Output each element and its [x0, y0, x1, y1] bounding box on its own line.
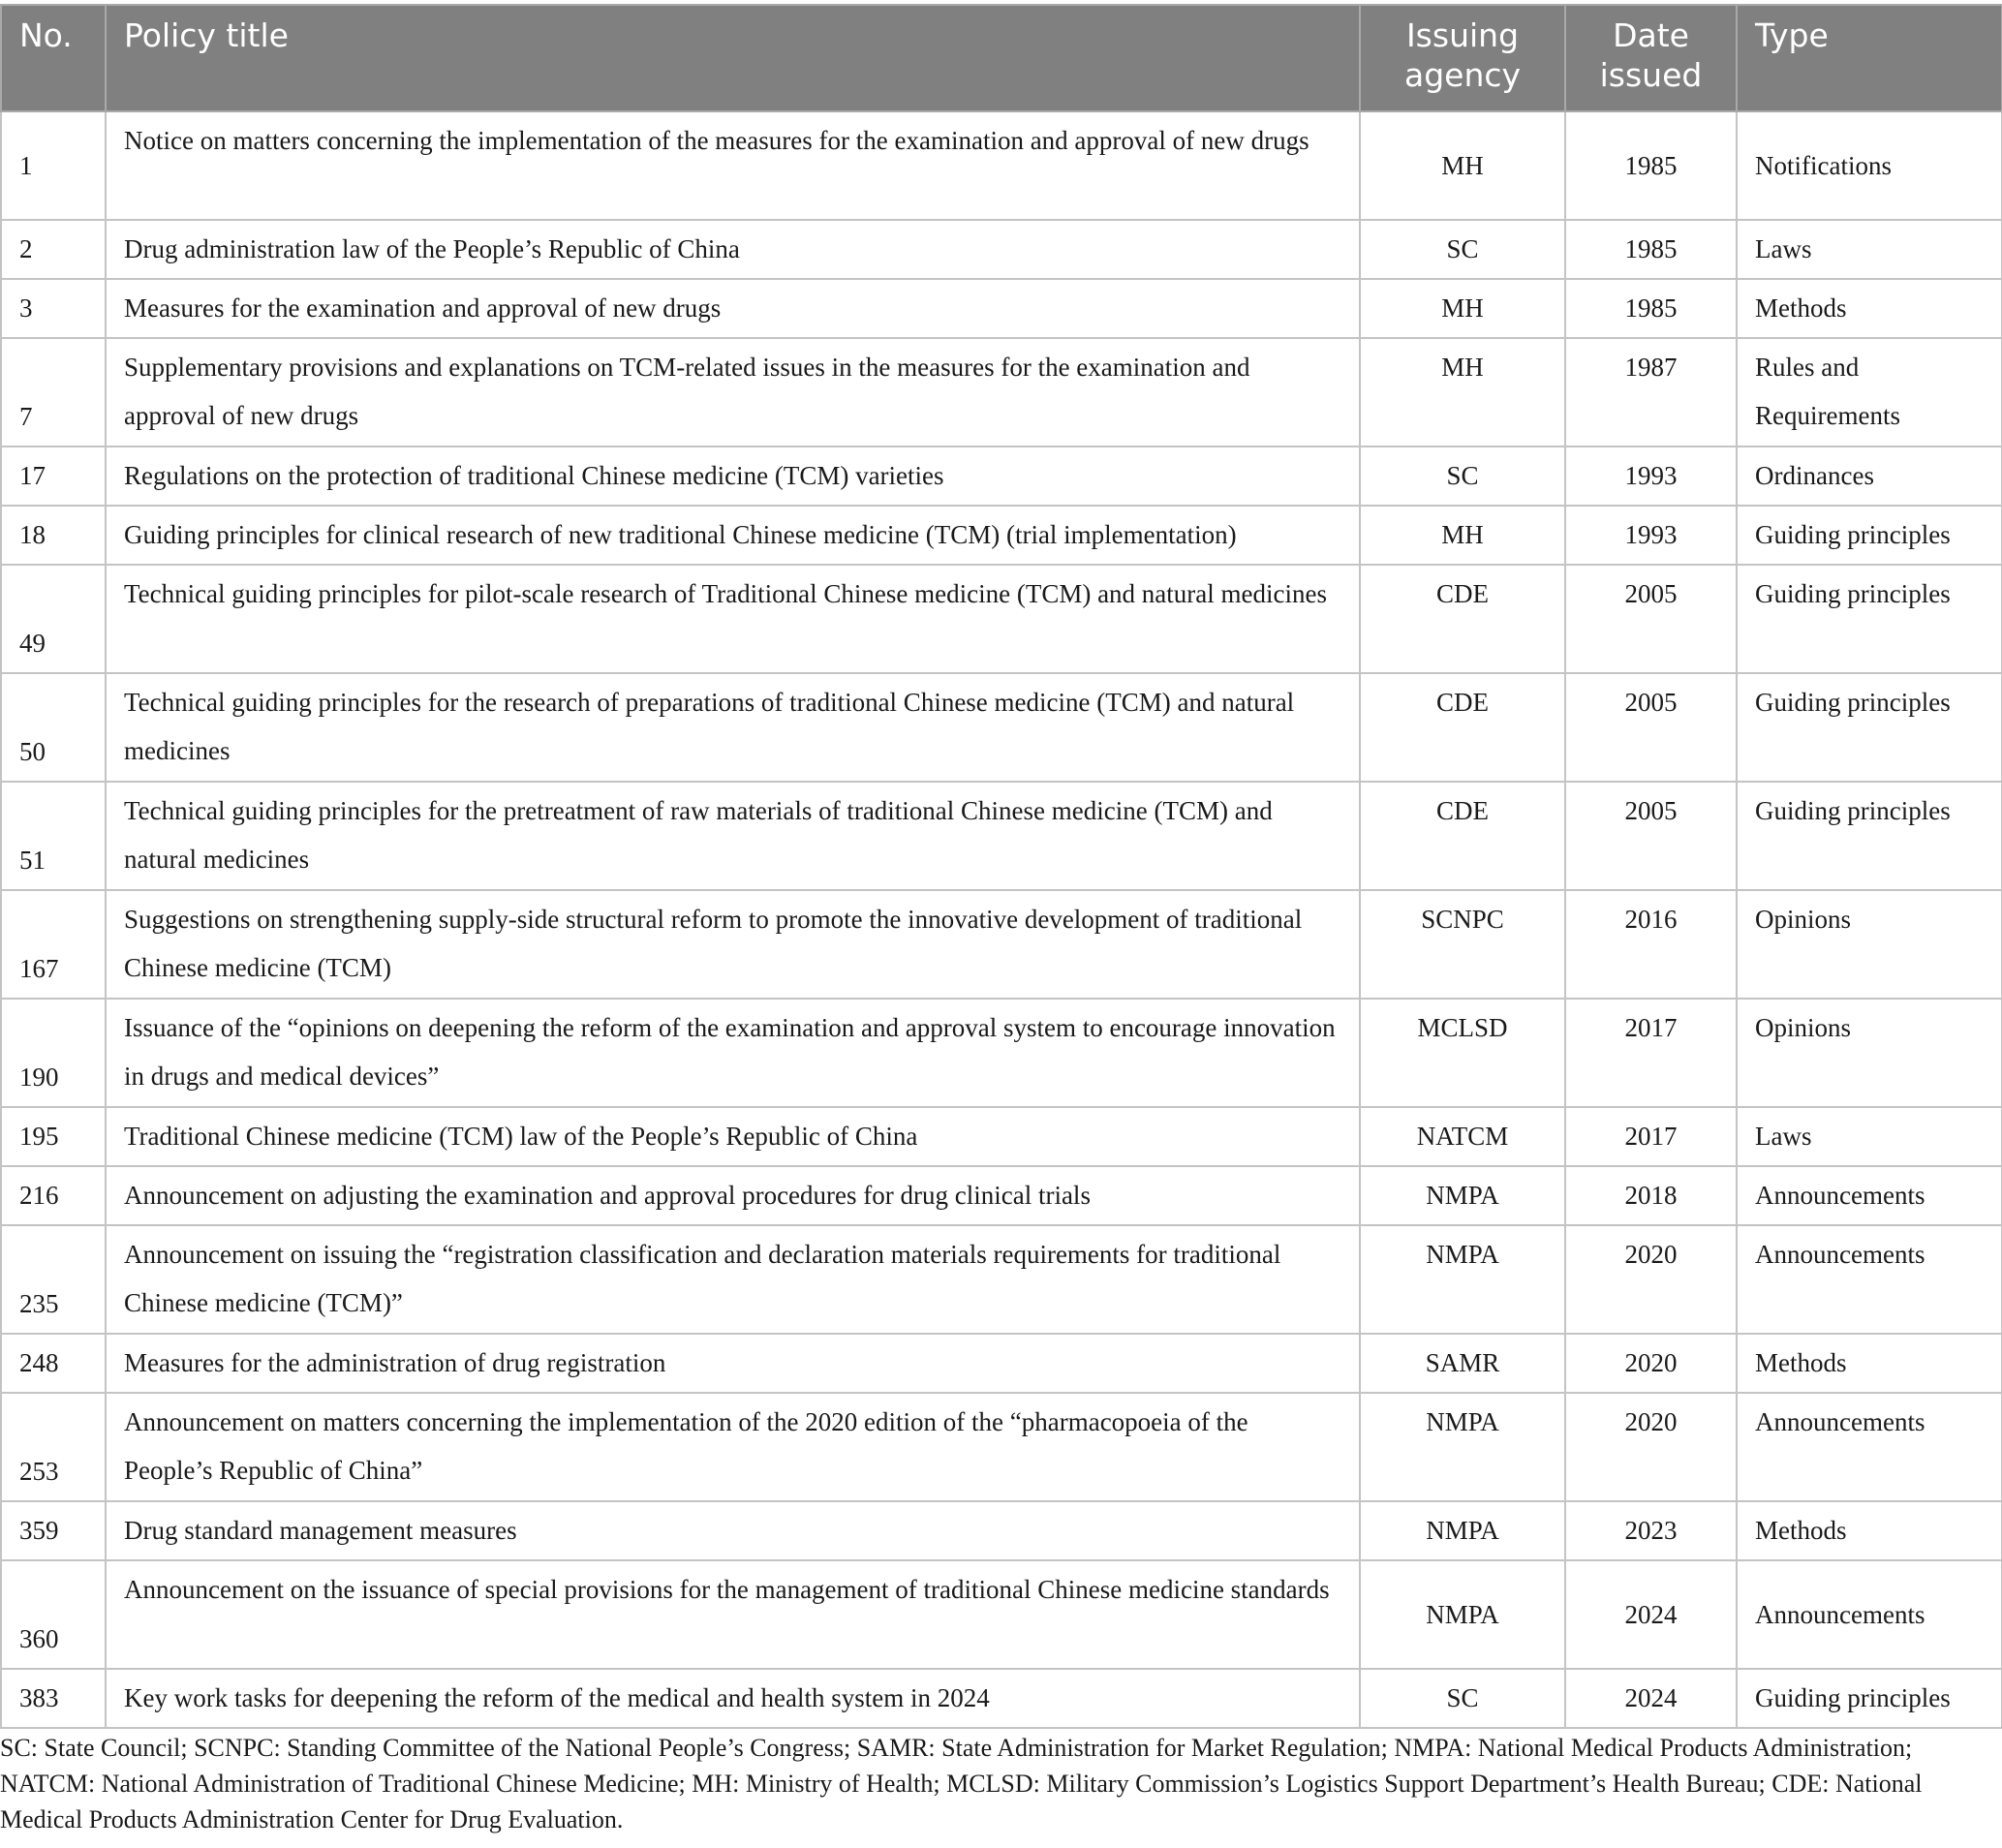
cell-policy-title: Measures for the administration of drug registration: [106, 1334, 1360, 1393]
cell-policy-title: Supplementary provisions and explanations on TCM-related issues in the measures for the examination and approval of new drugs: [106, 338, 1360, 447]
cell-type: Guiding principles: [1737, 1669, 2002, 1728]
cell-date: 2017: [1565, 1107, 1737, 1166]
table-row: [1, 1225, 2002, 1334]
cell-agency: MH: [1360, 506, 1565, 565]
cell-policy-title: Notice on matters concerning the implementation of the measures for the examination and approval of new drugs: [106, 111, 1360, 220]
cell-agency: MH: [1360, 279, 1565, 338]
cell-agency: MCLSD: [1360, 999, 1565, 1107]
cell-agency: SC: [1360, 447, 1565, 506]
cell-agency: CDE: [1360, 565, 1565, 673]
cell-policy-title: Technical guiding principles for pilot-scale research of Traditional Chinese medicine (TCM) and natural medicines: [106, 565, 1360, 673]
table-row: [1, 565, 2002, 673]
cell-policy-title: Regulations on the protection of traditional Chinese medicine (TCM) varieties: [106, 447, 1360, 506]
table-row: [1, 1107, 2002, 1166]
cell-no: 360: [1, 1560, 106, 1669]
cell-no: 3: [1, 279, 106, 338]
cell-type: Methods: [1737, 1334, 2002, 1393]
cell-no: 235: [1, 1225, 106, 1334]
header-type: Type: [1737, 5, 2002, 111]
cell-type: Guiding principles: [1737, 673, 2002, 782]
table-row: [1, 1560, 2002, 1669]
cell-date: 2020: [1565, 1334, 1737, 1393]
cell-date: 2023: [1565, 1501, 1737, 1560]
cell-policy-title: Suggestions on strengthening supply-side structural reform to promote the innovative development of traditional Chinese medicine (TCM): [106, 890, 1360, 999]
cell-type: Guiding principles: [1737, 782, 2002, 890]
cell-type: Ordinances: [1737, 447, 2002, 506]
cell-agency: SC: [1360, 1669, 1565, 1728]
cell-date: 1993: [1565, 447, 1737, 506]
cell-no: 359: [1, 1501, 106, 1560]
cell-agency: NMPA: [1360, 1501, 1565, 1560]
cell-agency: SCNPC: [1360, 890, 1565, 999]
cell-type: Opinions: [1737, 999, 2002, 1107]
cell-date: 2005: [1565, 565, 1737, 673]
cell-date: 2020: [1565, 1393, 1737, 1501]
cell-policy-title: Drug standard management measures: [106, 1501, 1360, 1560]
table-row: [1, 782, 2002, 890]
cell-date: 2017: [1565, 999, 1737, 1107]
table-footnote: SC: State Council; SCNPC: Standing Committee of the National People’s Congress; SAMR: State Administration for Market Regulation; NMPA: National Medical Products Administration; NATCM: National Administration of Traditional Chinese Medicine; MH: Ministry of Health; MCLSD: Military Commission’s Logistics Support Department’s Health Bureau; CDE: National Medical Products Administration Center for Drug Evaluation.: [0, 1734, 1923, 1833]
cell-date: 1985: [1565, 111, 1737, 220]
table-row: [1, 1669, 2002, 1728]
cell-policy-title: Announcement on issuing the “registration classification and declaration materials requirements for traditional Chinese medicine (TCM)”: [106, 1225, 1360, 1334]
cell-type: Laws: [1737, 1107, 2002, 1166]
cell-no: 51: [1, 782, 106, 890]
cell-no: 18: [1, 506, 106, 565]
cell-no: 1: [1, 111, 106, 220]
cell-agency: MH: [1360, 338, 1565, 447]
cell-policy-title: Guiding principles for clinical research of new traditional Chinese medicine (TCM) (trial implementation): [106, 506, 1360, 565]
table-row: [1, 1393, 2002, 1501]
cell-no: 17: [1, 447, 106, 506]
cell-type: Announcements: [1737, 1225, 2002, 1334]
table-row: [1, 111, 2002, 220]
cell-date: 2005: [1565, 673, 1737, 782]
cell-type: Methods: [1737, 279, 2002, 338]
table-row: [1, 1166, 2002, 1225]
table-header-row: [1, 5, 2002, 111]
cell-no: 253: [1, 1393, 106, 1501]
cell-date: 1993: [1565, 506, 1737, 565]
cell-type: Methods: [1737, 1501, 2002, 1560]
cell-policy-title: Technical guiding principles for the research of preparations of traditional Chinese medicine (TCM) and natural medicines: [106, 673, 1360, 782]
header-date-issued: Date issued: [1565, 5, 1737, 111]
cell-no: 49: [1, 565, 106, 673]
cell-date: 1987: [1565, 338, 1737, 447]
table-row: [1, 890, 2002, 999]
cell-type: Notifications: [1737, 111, 2002, 220]
cell-date: 2024: [1565, 1560, 1737, 1669]
cell-policy-title: Drug administration law of the People’s Republic of China: [106, 220, 1360, 279]
cell-no: 167: [1, 890, 106, 999]
cell-type: Announcements: [1737, 1166, 2002, 1225]
cell-date: 1985: [1565, 279, 1737, 338]
cell-policy-title: Announcement on adjusting the examination and approval procedures for drug clinical trials: [106, 1166, 1360, 1225]
cell-agency: CDE: [1360, 673, 1565, 782]
cell-policy-title: Technical guiding principles for the pretreatment of raw materials of traditional Chinese medicine (TCM) and natural medicines: [106, 782, 1360, 890]
header-no: No.: [1, 5, 106, 111]
table-row: [1, 999, 2002, 1107]
cell-type: Guiding principles: [1737, 565, 2002, 673]
cell-date: 2018: [1565, 1166, 1737, 1225]
table-row: [1, 506, 2002, 565]
cell-policy-title: Announcement on the issuance of special provisions for the management of traditional Chinese medicine standards: [106, 1560, 1360, 1669]
table-row: [1, 447, 2002, 506]
table-row: [1, 338, 2002, 447]
cell-no: 248: [1, 1334, 106, 1393]
header-policy-title: Policy title: [106, 5, 1360, 111]
cell-date: 2024: [1565, 1669, 1737, 1728]
cell-type: Announcements: [1737, 1560, 2002, 1669]
cell-agency: NMPA: [1360, 1225, 1565, 1334]
cell-agency: NMPA: [1360, 1166, 1565, 1225]
table-row: [1, 279, 2002, 338]
cell-policy-title: Measures for the examination and approval of new drugs: [106, 279, 1360, 338]
cell-policy-title: Announcement on matters concerning the implementation of the 2020 edition of the “pharmacopoeia of the People’s Republic of China”: [106, 1393, 1360, 1501]
cell-date: 2005: [1565, 782, 1737, 890]
cell-policy-title: Key work tasks for deepening the reform of the medical and health system in 2024: [106, 1669, 1360, 1728]
cell-no: 50: [1, 673, 106, 782]
cell-agency: CDE: [1360, 782, 1565, 890]
cell-date: 2016: [1565, 890, 1737, 999]
cell-type: Announcements: [1737, 1393, 2002, 1501]
cell-policy-title: Traditional Chinese medicine (TCM) law of the People’s Republic of China: [106, 1107, 1360, 1166]
header-issuing-agency: Issuing agency: [1360, 5, 1565, 111]
table-body: [1, 111, 2002, 1728]
cell-no: 195: [1, 1107, 106, 1166]
cell-type: Rules and Requirements: [1737, 338, 2002, 447]
cell-agency: MH: [1360, 111, 1565, 220]
cell-date: 2020: [1565, 1225, 1737, 1334]
cell-no: 190: [1, 999, 106, 1107]
cell-policy-title: Issuance of the “opinions on deepening the reform of the examination and approval system to encourage innovation in drugs and medical devices”: [106, 999, 1360, 1107]
table-row: [1, 673, 2002, 782]
cell-agency: NATCM: [1360, 1107, 1565, 1166]
table-row: [1, 1501, 2002, 1560]
cell-date: 1985: [1565, 220, 1737, 279]
cell-type: Guiding principles: [1737, 506, 2002, 565]
cell-no: 7: [1, 338, 106, 447]
table-row: [1, 220, 2002, 279]
cell-type: Opinions: [1737, 890, 2002, 999]
cell-agency: SAMR: [1360, 1334, 1565, 1393]
cell-agency: SC: [1360, 220, 1565, 279]
cell-agency: NMPA: [1360, 1560, 1565, 1669]
cell-no: 2: [1, 220, 106, 279]
table-row: [1, 1334, 2002, 1393]
policy-table: [0, 4, 2002, 1729]
cell-no: 216: [1, 1166, 106, 1225]
cell-type: Laws: [1737, 220, 2002, 279]
cell-no: 383: [1, 1669, 106, 1728]
cell-agency: NMPA: [1360, 1393, 1565, 1501]
